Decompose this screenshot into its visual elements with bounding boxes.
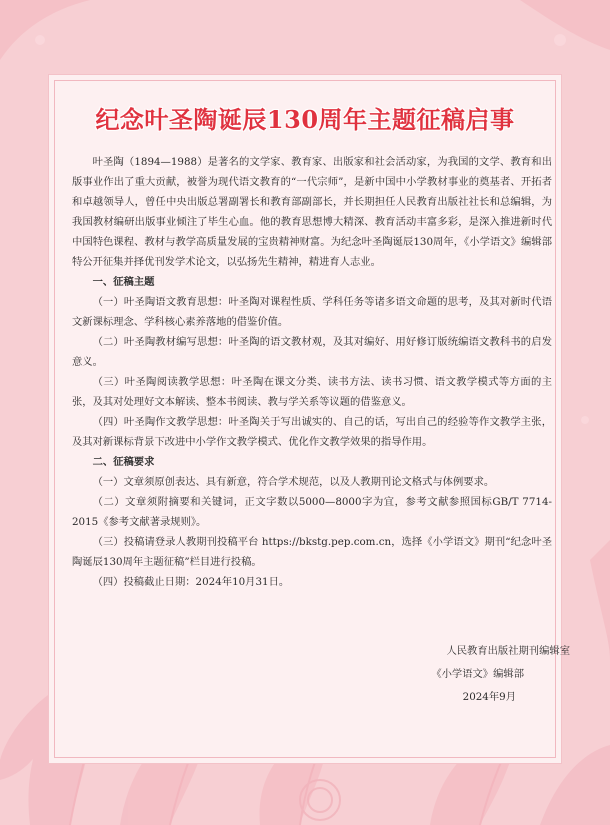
topic-item-1: （一）叶圣陶语文教育思想：叶圣陶对课程性质、学科任务等诸多语文命题的思考，及其对新时代语文新课标理念、学科核心素养落地的借鉴价值。 <box>72 296 552 328</box>
section-heading-topics: 一、征稿主题 <box>92 276 155 288</box>
topic-item-3: （三）叶圣陶阅读教学思想：叶圣陶在课文分类、读书方法、读书习惯、语文教学模式等方面的主张，及其对处理好文本解读、整本书阅读、教与学关系等议题的借鉴意义。 <box>72 376 552 408</box>
notice-body <box>72 152 552 592</box>
requirement-item-2: （二）文章须附摘要和关键词，正文字数以5000—8000字为宜，参考文献参照国标GB/T 7714-2015《参考文献著录规则》。 <box>72 496 552 528</box>
page-title: 纪念叶圣陶诞辰130周年主题征稿启事 <box>95 105 515 134</box>
section-heading-requirements: 二、征稿要求 <box>92 456 155 468</box>
signature-date: 2024年9月 <box>462 691 516 703</box>
signature-dept: 《小学语文》编辑部 <box>431 668 524 680</box>
signature-block <box>330 640 570 709</box>
signature-org: 人民教育出版社期刊编辑室 <box>446 645 570 657</box>
requirement-item-3: （三）投稿请登录人教期刊投稿平台 https://bkstg.pep.com.cn，选择《小学语文》期刊“纪念叶圣陶诞辰130周年主题征稿”栏目进行投稿。 <box>72 536 552 568</box>
requirement-item-1: （一）文章须原创表达、具有新意，符合学术规范，以及人教期刊论文格式与体例要求。 <box>92 476 495 488</box>
topic-item-4: （四）叶圣陶作文教学思想：叶圣陶关于写出诚实的、自己的话，写出自己的经验等作文教学主张，及其对新课标背景下改进中小学作文教学模式、优化作文教学效果的指导作用。 <box>72 416 552 448</box>
intro-paragraph: 叶圣陶（1894—1988）是著名的文学家、教育家、出版家和社会活动家，为我国的文学、教育和出版事业作出了重大贡献，被誉为现代语文教育的“一代宗师”，是新中国中小学教材事业的奠基者、开拓者和卓越领导人，曾任中央出版总署副署长和教育部副部长，并长期担任人民教育出版社社长和总编辑，为我国教材编研出版事业倾注了毕生心血。他的教育思想博大精深、教育活动丰富多彩，是深入推进新时代中国特色课程、教材与教学高质量发展的宝贵精神财富。为纪念叶圣陶诞辰130周年，《小学语文》编辑部特公开征集并择优刊发学术论文，以弘扬先生精神，精进育人志业。 <box>72 156 552 268</box>
requirement-item-4: （四）投稿截止日期：2024年10月31日。 <box>92 576 290 588</box>
topic-item-2: （二）叶圣陶教材编写思想：叶圣陶的语文教材观，及其对编好、用好修订版统编语文教科书的启发意义。 <box>72 336 552 368</box>
